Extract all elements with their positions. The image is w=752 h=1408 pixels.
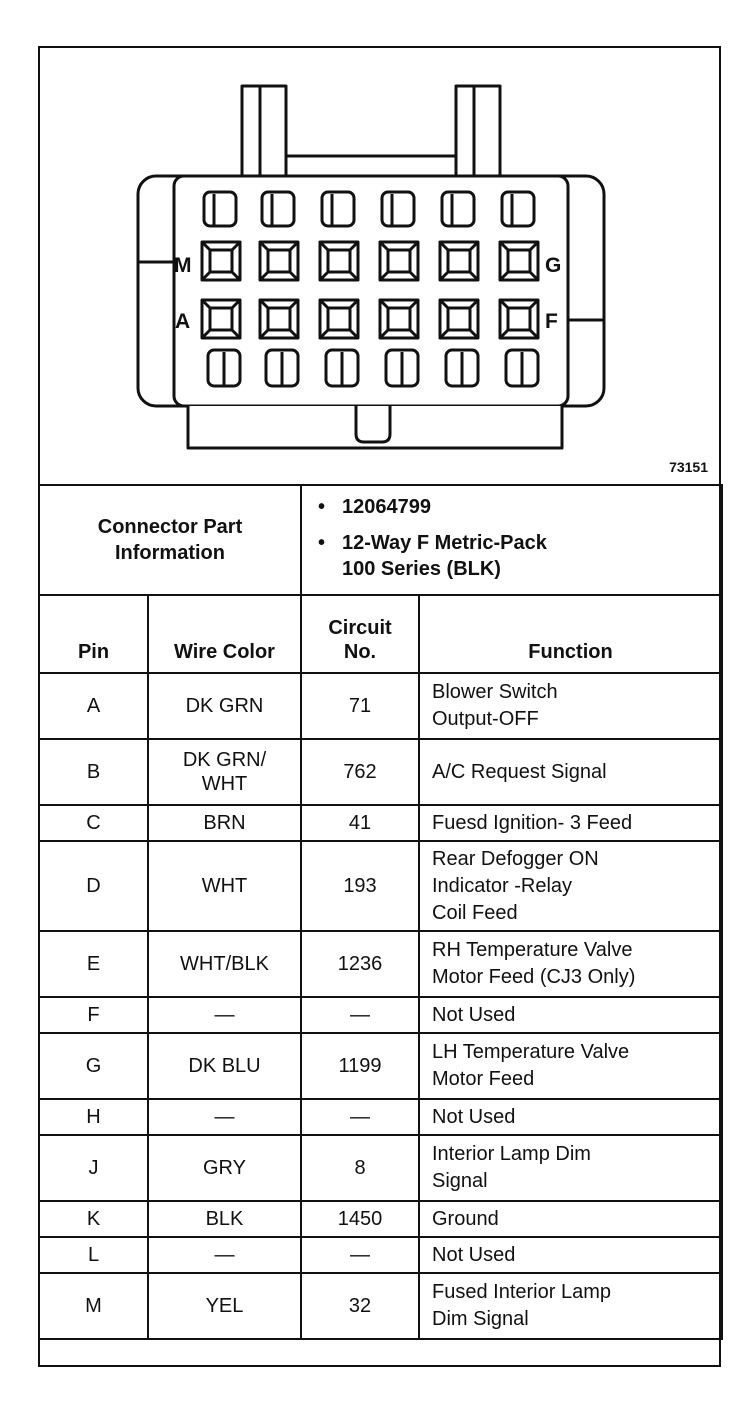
wire-color-cell: YEL xyxy=(148,1273,301,1339)
function-cell: LH Temperature Valve Motor Feed xyxy=(419,1033,722,1099)
wire-color-cell: BRN xyxy=(148,805,301,841)
wire-color-cell: DK BLU xyxy=(148,1033,301,1099)
pin-row xyxy=(39,673,722,739)
circuit-cell: 193 xyxy=(301,841,419,931)
latch-cavity xyxy=(326,350,358,386)
pin-cell: C xyxy=(39,805,148,841)
circuit-cell: 71 xyxy=(301,673,419,739)
pin-row xyxy=(39,1273,722,1339)
connector-part-info-values xyxy=(301,485,722,595)
wire-color-cell: — xyxy=(148,1099,301,1135)
circuit-cell: 1199 xyxy=(301,1033,419,1099)
circuit-cell: — xyxy=(301,1237,419,1273)
function-cell: Ground xyxy=(419,1201,722,1237)
function-cell: Not Used xyxy=(419,1099,722,1135)
col-header-circuit-no: Circuit No. xyxy=(301,595,419,673)
pin-row xyxy=(39,1237,722,1273)
pin-cell: G xyxy=(39,1033,148,1099)
pin-row xyxy=(39,1201,722,1237)
terminal-cavity xyxy=(380,300,418,338)
col-header-function: Function xyxy=(419,595,722,673)
function-cell: Blower Switch Output-OFF xyxy=(419,673,722,739)
connector-face-diagram xyxy=(38,46,721,486)
pin-cell: E xyxy=(39,931,148,997)
pin-row xyxy=(39,997,722,1033)
cavity-label-m: M xyxy=(174,254,192,277)
circuit-cell: 1450 xyxy=(301,1201,419,1237)
column-header-row xyxy=(39,595,722,673)
terminal-cavity xyxy=(260,242,298,280)
pin-cell: D xyxy=(39,841,148,931)
drawing-number: 73151 xyxy=(669,459,708,475)
function-cell: A/C Request Signal xyxy=(419,739,722,805)
latch-tabs xyxy=(242,86,500,178)
function-cell: Fused Interior Lamp Dim Signal xyxy=(419,1273,722,1339)
wire-color-cell: — xyxy=(148,1237,301,1273)
circuit-cell: 1236 xyxy=(301,931,419,997)
terminal-cavity xyxy=(260,300,298,338)
function-cell: Not Used xyxy=(419,997,722,1033)
bottom-skirt xyxy=(188,406,562,448)
connector-description: • 12-Way F Metric-Pack 100 Series (BLK) xyxy=(342,530,721,582)
pin-row xyxy=(39,1033,722,1099)
latch-cavity xyxy=(208,350,240,386)
wire-color-cell: WHT/BLK xyxy=(148,931,301,997)
circuit-cell: — xyxy=(301,997,419,1033)
latch-cavity xyxy=(382,192,414,226)
terminal-cavity xyxy=(320,300,358,338)
latch-cavity xyxy=(386,350,418,386)
pin-cell: F xyxy=(39,997,148,1033)
col-header-pin: Pin xyxy=(39,595,148,673)
terminal-cavity xyxy=(500,300,538,338)
connector-pinout-table xyxy=(38,484,723,1340)
cavity-label-g: G xyxy=(545,254,562,277)
pin-row xyxy=(39,739,722,805)
part-number: • 12064799 xyxy=(342,494,721,520)
terminal-cavity xyxy=(440,242,478,280)
pin-cell: A xyxy=(39,673,148,739)
pin-rows xyxy=(39,673,722,1339)
latch-cavity xyxy=(322,192,354,226)
wire-color-cell: DK GRN/ WHT xyxy=(148,739,301,805)
connector-part-info-label: Connector Part Information xyxy=(39,485,301,595)
wire-color-cell: GRY xyxy=(148,1135,301,1201)
pin-row xyxy=(39,1135,722,1201)
pin-cell: M xyxy=(39,1273,148,1339)
function-cell: Fuesd Ignition- 3 Feed xyxy=(419,805,722,841)
function-cell: Not Used xyxy=(419,1237,722,1273)
pin-cell: H xyxy=(39,1099,148,1135)
latch-cavity xyxy=(446,350,478,386)
latch-cavity xyxy=(266,350,298,386)
pin-row xyxy=(39,841,722,931)
terminal-cavity xyxy=(440,300,478,338)
latch-cavity xyxy=(442,192,474,226)
wire-color-cell: BLK xyxy=(148,1201,301,1237)
pin-cell: K xyxy=(39,1201,148,1237)
circuit-cell: — xyxy=(301,1099,419,1135)
pin-cell: B xyxy=(39,739,148,805)
latch-cavity xyxy=(506,350,538,386)
terminal-cavity xyxy=(202,300,240,338)
pin-row xyxy=(39,1099,722,1135)
cavity-label-a: A xyxy=(175,310,191,333)
function-cell: RH Temperature Valve Motor Feed (CJ3 Only) xyxy=(419,931,722,997)
cavity-label-f: F xyxy=(545,310,558,333)
latch-cavity xyxy=(262,192,294,226)
latch-cavity xyxy=(204,192,236,226)
col-header-wire-color: Wire Color xyxy=(148,595,301,673)
wire-color-cell: WHT xyxy=(148,841,301,931)
function-cell: Rear Defogger ON Indicator -Relay Coil Feed xyxy=(419,841,722,931)
circuit-cell: 762 xyxy=(301,739,419,805)
terminal-cavity xyxy=(320,242,358,280)
wire-color-cell: — xyxy=(148,997,301,1033)
circuit-cell: 32 xyxy=(301,1273,419,1339)
latch-cavity xyxy=(502,192,534,226)
connector-part-info-row xyxy=(39,485,722,595)
terminal-cavity xyxy=(500,242,538,280)
pin-cell: J xyxy=(39,1135,148,1201)
circuit-cell: 41 xyxy=(301,805,419,841)
terminal-cavity xyxy=(202,242,240,280)
pin-row xyxy=(39,931,722,997)
pin-row xyxy=(39,805,722,841)
circuit-cell: 8 xyxy=(301,1135,419,1201)
terminal-cavity xyxy=(380,242,418,280)
function-cell: Interior Lamp Dim Signal xyxy=(419,1135,722,1201)
pin-cell: L xyxy=(39,1237,148,1273)
wire-color-cell: DK GRN xyxy=(148,673,301,739)
